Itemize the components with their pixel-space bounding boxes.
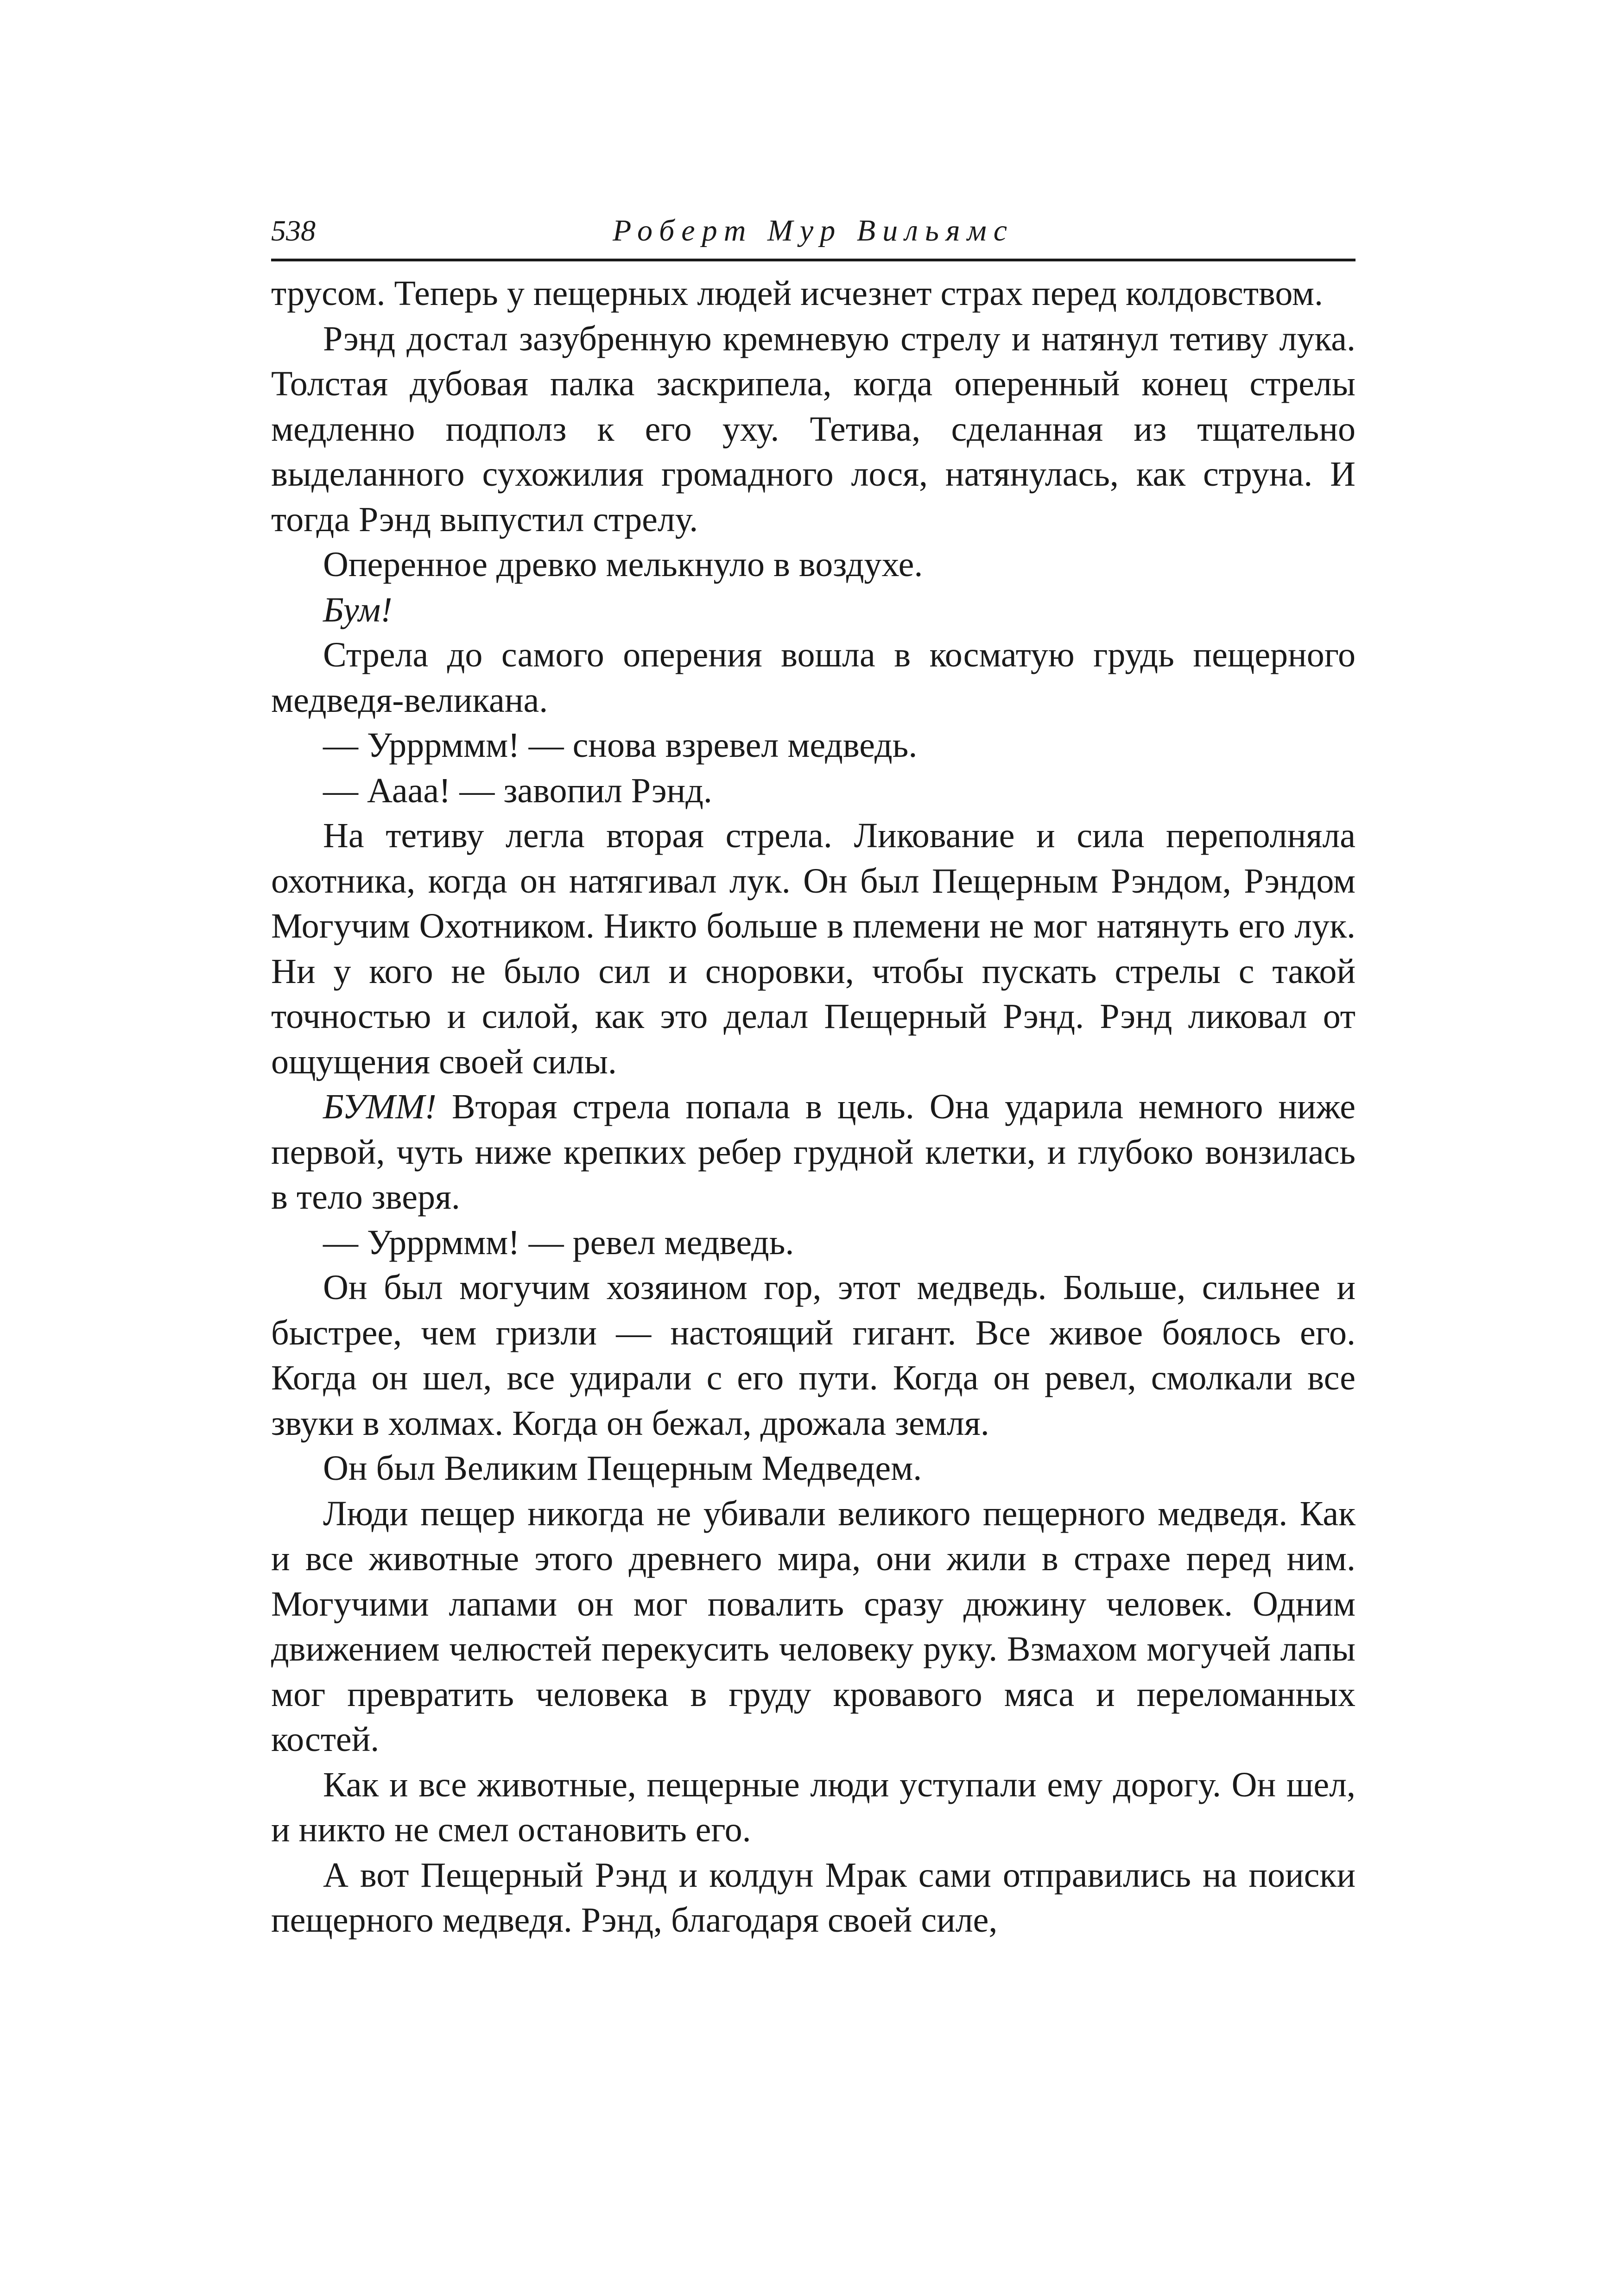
paragraph: трусом. Теперь у пещерных людей исчезнет страх перед колдовством. bbox=[271, 274, 1324, 313]
dialogue-line: — Урррммм! — снова взревел медведь. bbox=[323, 726, 918, 765]
emphasis: БУММ! bbox=[323, 1087, 437, 1126]
paragraph: Бум! bbox=[323, 590, 393, 629]
paragraph: Он был Великим Пещерным Медведем. bbox=[323, 1449, 922, 1488]
dialogue-line: — Урррммм! — ревел медведь. bbox=[323, 1223, 794, 1262]
paragraph: Оперенное древко мелькнуло в воздухе. bbox=[323, 545, 923, 584]
paragraph-text: Вторая стрела попала в цель. Она ударила немного ниже первой, чуть ниже крепких ребер грудной клетки, и глубоко вонзилась в тело зверя. bbox=[271, 1087, 1356, 1217]
running-title: Роберт Мур Вильямс bbox=[613, 214, 1014, 247]
page-header bbox=[271, 204, 1356, 255]
header-rule bbox=[271, 259, 1356, 261]
paragraph: На тетиву легла вторая стрела. Ликование и сила переполняла охотника, когда он натягивал лук. Он был Пещерным Рэндом, Рэндом Могучим Охотником. Никто больше в племени не мог натянуть его лук. Ни у кого не было сил и сноровки, чтобы пускать стрелы с такой точностью и силой, как это делал Пещерный Рэнд. Рэнд ликовал от ощущения своей силы. bbox=[271, 816, 1356, 1081]
paragraph: А вот Пещерный Рэнд и колдун Мрак сами отправились на поиски пещерного медведя. Рэнд, благодаря своей силе, bbox=[271, 1855, 1356, 1940]
paragraph: Люди пещер никогда не убивали великого пещерного медведя. Как и все животные этого древнего мира, они жили в страхе перед ним. Могучими лапами он мог повалить сразу дюжину человек. Одним движением челюстей перекусить человеку руку. Взмахом могучей лапы мог превратить человека в груду кровавого мяса и переломанных костей. bbox=[271, 1494, 1356, 1759]
paragraph: Он был могучим хозяином гор, этот медведь. Больше, сильнее и быстрее, чем гризли — настоящий гигант. Все живое боялось его. Когда он шел, все удирали с его пути. Когда он ревел, смолкали все звуки в холмах. Когда он бежал, дрожала земля. bbox=[271, 1268, 1356, 1443]
paragraph: Рэнд достал зазубренную кремневую стрелу и натянул тетиву лука. Толстая дубовая палка заскрипела, когда оперенный конец стрелы медленно подполз к его уху. Тетива, сделанная из тщательно выделанного сухожилия громадного лося, натянулась, как струна. И тогда Рэнд выпустил стрелу. bbox=[271, 319, 1356, 539]
paragraph: Стрела до самого оперения вошла в косматую грудь пещерного медведя-великана. bbox=[271, 635, 1356, 720]
page-number: 538 bbox=[271, 214, 316, 247]
paragraph bbox=[271, 1085, 1356, 1220]
dialogue-line: — Аааа! — завопил Рэнд. bbox=[323, 771, 712, 810]
body-text bbox=[271, 271, 1356, 1943]
paragraph: Как и все животные, пещерные люди уступали ему дорогу. Он шел, и никто не смел остановить его. bbox=[271, 1765, 1356, 1849]
